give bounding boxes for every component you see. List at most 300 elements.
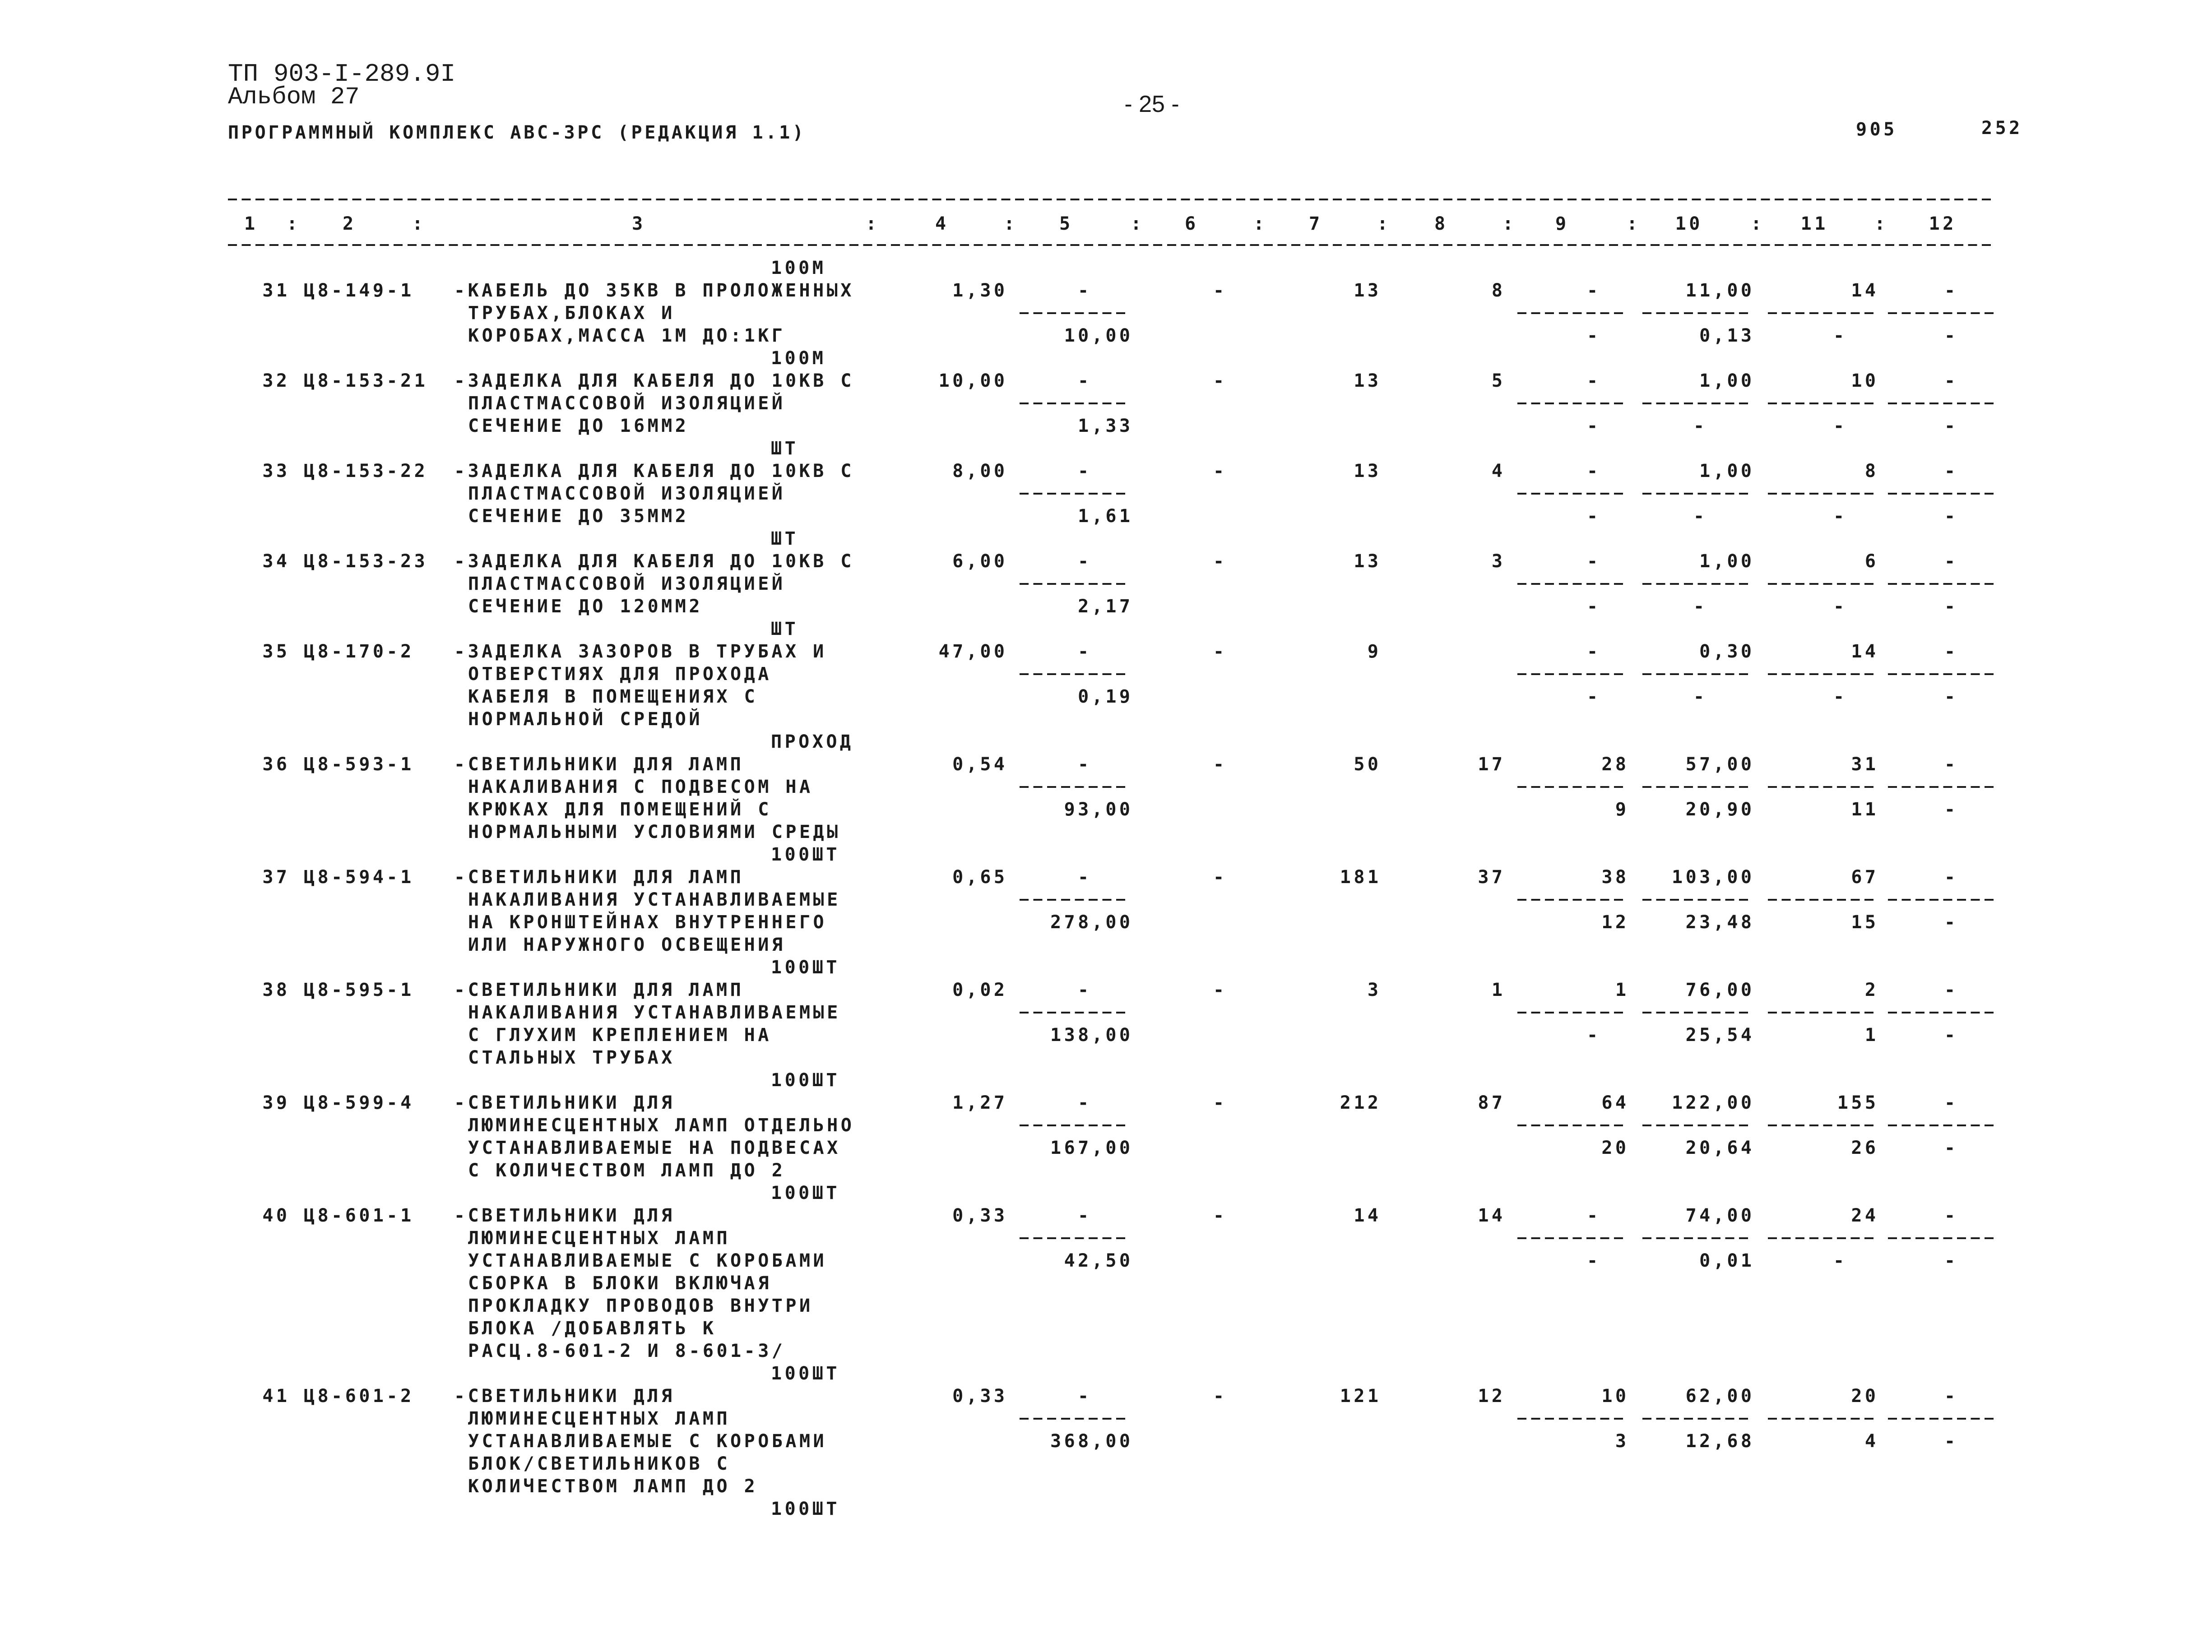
column-separator: : bbox=[1626, 213, 1641, 234]
col12-value-bottom: - bbox=[1944, 1025, 1958, 1046]
description-line: СБОРКА В БЛОКИ ВКЛЮЧАЯ bbox=[468, 1273, 772, 1294]
row-number: 34 bbox=[262, 551, 290, 572]
description-line: НА КРОНШТЕЙНАХ ВНУТРЕННЕГО bbox=[468, 912, 827, 933]
col12-fraction-rule bbox=[1888, 899, 1999, 901]
col9-value-top: - bbox=[1586, 461, 1601, 481]
col4-value: 47,00 bbox=[938, 641, 1008, 662]
col6-value: - bbox=[1213, 1205, 1227, 1226]
col8-value: 87 bbox=[1478, 1092, 1506, 1113]
col8-value: 14 bbox=[1478, 1205, 1506, 1226]
description-line: НОРМАЛЬНОЙ СРЕДОЙ bbox=[468, 709, 703, 730]
col9-value-top: - bbox=[1586, 641, 1601, 662]
col9-value-top: 1 bbox=[1615, 980, 1629, 1000]
col9-value-top: - bbox=[1586, 1205, 1601, 1226]
description-line: БЛОКА /ДОБАВЛЯТЬ К bbox=[468, 1318, 717, 1339]
rate-code: Ц8-595-1 bbox=[304, 980, 414, 1000]
col10-fraction-rule bbox=[1642, 673, 1753, 675]
description-line: КРЮКАХ ДЛЯ ПОМЕЩЕНИЙ С bbox=[468, 799, 772, 820]
rate-code: Ц8-153-22 bbox=[304, 461, 428, 481]
description-line: ПРОКЛАДКУ ПРОВОДОВ ВНУТРИ bbox=[468, 1296, 813, 1316]
col5-value-top: - bbox=[1077, 867, 1092, 888]
rate-code: Ц8-153-23 bbox=[304, 551, 428, 572]
description-line: -ЗАДЕЛКА ДЛЯ КАБЕЛЯ ДО 10КВ С bbox=[454, 370, 854, 391]
row-number: 33 bbox=[262, 461, 290, 481]
col12-fraction-rule bbox=[1888, 1237, 1999, 1239]
col11-fraction-rule bbox=[1768, 673, 1878, 675]
col4-value: 0,65 bbox=[952, 867, 1008, 888]
col6-value: - bbox=[1213, 1092, 1227, 1113]
col12-value-bottom: - bbox=[1944, 506, 1958, 527]
col6-value: - bbox=[1213, 980, 1227, 1000]
col7-value: 212 bbox=[1340, 1092, 1382, 1113]
col11-value-top: 2 bbox=[1864, 980, 1879, 1000]
col11-value-top: 6 bbox=[1864, 551, 1879, 572]
col11-fraction-rule bbox=[1768, 583, 1878, 585]
col12-value-top: - bbox=[1944, 1092, 1958, 1113]
row-number: 40 bbox=[262, 1205, 290, 1226]
col4-value: 0,54 bbox=[952, 754, 1008, 775]
col9-value-bottom: - bbox=[1586, 596, 1601, 617]
row-number: 41 bbox=[262, 1386, 290, 1407]
col11-value-bottom: - bbox=[1833, 1250, 1847, 1271]
description-line: -СВЕТИЛЬНИКИ ДЛЯ bbox=[454, 1092, 675, 1113]
col9-value-top: - bbox=[1586, 370, 1601, 391]
col10-value-bottom: - bbox=[1693, 596, 1707, 617]
col5-fraction-rule bbox=[1020, 899, 1130, 901]
col10-value-bottom: 12,68 bbox=[1685, 1431, 1755, 1452]
column-separator: : bbox=[1377, 213, 1391, 234]
unit-of-measure: 100ШТ bbox=[771, 1183, 840, 1203]
col5-fraction-rule bbox=[1020, 312, 1130, 314]
col6-value: - bbox=[1213, 461, 1227, 481]
rate-code: Ц8-601-2 bbox=[304, 1386, 414, 1407]
col12-value-bottom: - bbox=[1944, 686, 1958, 707]
col12-value-bottom: - bbox=[1944, 416, 1958, 436]
col5-value-bottom: 0,19 bbox=[1078, 686, 1133, 707]
unit-of-measure: ПРОХОД bbox=[771, 731, 854, 752]
col10-value-top: 1,00 bbox=[1699, 461, 1755, 481]
col11-value-bottom: - bbox=[1833, 686, 1847, 707]
description-line: СТАЛЬНЫХ ТРУБАХ bbox=[468, 1047, 675, 1068]
col8-value: 17 bbox=[1478, 754, 1506, 775]
description-line: НОРМАЛЬНЫМИ УСЛОВИЯМИ СРЕДЫ bbox=[468, 822, 841, 842]
col4-value: 1,27 bbox=[952, 1092, 1008, 1113]
col11-value-top: 14 bbox=[1851, 280, 1879, 301]
col5-fraction-rule bbox=[1020, 1012, 1130, 1013]
col6-value: - bbox=[1213, 867, 1227, 888]
col5-value-bottom: 138,00 bbox=[1050, 1025, 1133, 1046]
col7-value: 13 bbox=[1354, 551, 1382, 572]
col11-value-bottom: - bbox=[1833, 416, 1847, 436]
col8-value: 12 bbox=[1478, 1386, 1506, 1407]
header-rule-bottom bbox=[228, 244, 1995, 246]
col11-value-top: 10 bbox=[1851, 370, 1879, 391]
row-number: 31 bbox=[262, 280, 290, 301]
column-separator: : bbox=[286, 213, 301, 234]
row-number: 39 bbox=[262, 1092, 290, 1113]
col9-value-bottom: - bbox=[1586, 325, 1601, 346]
column-number: 3 bbox=[631, 213, 646, 234]
col5-fraction-rule bbox=[1020, 1237, 1130, 1239]
col10-fraction-rule bbox=[1642, 786, 1753, 788]
col5-value-bottom: 1,33 bbox=[1078, 416, 1133, 436]
col5-fraction-rule bbox=[1020, 1124, 1130, 1126]
col12-value-top: - bbox=[1944, 280, 1958, 301]
description-line: ЛЮМИНЕСЦЕНТНЫХ ЛАМП bbox=[468, 1408, 731, 1429]
column-number: 9 bbox=[1555, 213, 1569, 234]
col10-fraction-rule bbox=[1642, 403, 1753, 404]
col12-value-bottom: - bbox=[1944, 799, 1958, 820]
col5-value-bottom: 42,50 bbox=[1064, 1250, 1133, 1271]
description-line: -ЗАДЕЛКА ЗАЗОРОВ В ТРУБАХ И bbox=[454, 641, 827, 662]
col10-value-top: 76,00 bbox=[1685, 980, 1755, 1000]
rate-code: Ц8-599-4 bbox=[304, 1092, 414, 1113]
col10-fraction-rule bbox=[1642, 1237, 1753, 1239]
description-line: СЕЧЕНИЕ ДО 120ММ2 bbox=[468, 596, 703, 617]
col7-value: 13 bbox=[1354, 280, 1382, 301]
col4-value: 1,30 bbox=[952, 280, 1008, 301]
col7-value: 3 bbox=[1367, 980, 1382, 1000]
col6-value: - bbox=[1213, 370, 1227, 391]
col11-fraction-rule bbox=[1768, 1012, 1878, 1013]
col10-value-bottom: 23,48 bbox=[1685, 912, 1755, 933]
col12-fraction-rule bbox=[1888, 1418, 1999, 1420]
col5-fraction-rule bbox=[1020, 673, 1130, 675]
column-number: 4 bbox=[935, 213, 949, 234]
col12-value-bottom: - bbox=[1944, 1250, 1958, 1271]
col11-value-top: 31 bbox=[1851, 754, 1879, 775]
col4-value: 0,02 bbox=[952, 980, 1008, 1000]
description-line: УСТАНАВЛИВАЕМЫЕ НА ПОДВЕСАХ bbox=[468, 1138, 841, 1158]
description-line: -СВЕТИЛЬНИКИ ДЛЯ bbox=[454, 1205, 675, 1226]
col6-value: - bbox=[1213, 754, 1227, 775]
col12-value-bottom: - bbox=[1944, 912, 1958, 933]
column-number: 8 bbox=[1434, 213, 1448, 234]
column-number: 12 bbox=[1929, 213, 1957, 234]
col10-value-top: 1,00 bbox=[1699, 551, 1755, 572]
col10-value-bottom: 0,01 bbox=[1699, 1250, 1755, 1271]
column-number: 2 bbox=[342, 213, 357, 234]
description-line: ПЛАСТМАССОВОЙ ИЗОЛЯЦИЕЙ bbox=[468, 393, 786, 414]
description-line: С ГЛУХИМ КРЕПЛЕНИЕМ НА bbox=[468, 1025, 772, 1046]
col10-value-top: 74,00 bbox=[1685, 1205, 1755, 1226]
col12-fraction-rule bbox=[1888, 493, 1999, 495]
col5-value-top: - bbox=[1077, 461, 1092, 481]
col11-fraction-rule bbox=[1768, 899, 1878, 901]
col12-fraction-rule bbox=[1888, 583, 1999, 585]
description-line: -СВЕТИЛЬНИКИ ДЛЯ ЛАМП bbox=[454, 754, 744, 775]
col7-value: 121 bbox=[1340, 1386, 1382, 1407]
col12-value-top: - bbox=[1944, 754, 1958, 775]
col6-value: - bbox=[1213, 280, 1227, 301]
col10-value-bottom: - bbox=[1693, 506, 1707, 527]
col12-value-bottom: - bbox=[1944, 1138, 1958, 1158]
col9-value-top: - bbox=[1586, 280, 1601, 301]
col9-fraction-rule bbox=[1517, 673, 1628, 675]
col4-value: 0,33 bbox=[952, 1386, 1008, 1407]
row-number: 36 bbox=[262, 754, 290, 775]
col12-value-top: - bbox=[1944, 370, 1958, 391]
col11-fraction-rule bbox=[1768, 403, 1878, 404]
col5-value-bottom: 10,00 bbox=[1064, 325, 1133, 346]
col10-value-top: 0,30 bbox=[1699, 641, 1755, 662]
col8-value: 37 bbox=[1478, 867, 1506, 888]
col4-value: 6,00 bbox=[952, 551, 1008, 572]
col5-value-top: - bbox=[1077, 1092, 1092, 1113]
column-number: 11 bbox=[1800, 213, 1828, 234]
col8-value: 8 bbox=[1491, 280, 1506, 301]
col11-value-top: 14 bbox=[1851, 641, 1879, 662]
col9-fraction-rule bbox=[1517, 493, 1628, 495]
col12-value-top: - bbox=[1944, 980, 1958, 1000]
unit-of-measure: ШТ bbox=[771, 438, 799, 459]
col12-value-bottom: - bbox=[1944, 596, 1958, 617]
column-separator: : bbox=[1502, 213, 1516, 234]
col11-value-bottom: 4 bbox=[1864, 1431, 1879, 1452]
col5-fraction-rule bbox=[1020, 583, 1130, 585]
description-line: -ЗАДЕЛКА ДЛЯ КАБЕЛЯ ДО 10КВ С bbox=[454, 461, 854, 481]
col10-value-top: 57,00 bbox=[1685, 754, 1755, 775]
col7-value: 9 bbox=[1367, 641, 1382, 662]
col9-fraction-rule bbox=[1517, 403, 1628, 404]
col10-fraction-rule bbox=[1642, 1012, 1753, 1013]
col9-value-bottom: 3 bbox=[1615, 1431, 1629, 1452]
col10-value-bottom: 0,13 bbox=[1699, 325, 1755, 346]
col5-fraction-rule bbox=[1020, 786, 1130, 788]
col9-value-top: - bbox=[1586, 551, 1601, 572]
col10-value-top: 62,00 bbox=[1685, 1386, 1755, 1407]
col12-value-bottom: - bbox=[1944, 1431, 1958, 1452]
description-line: ЛЮМИНЕСЦЕНТНЫХ ЛАМП bbox=[468, 1228, 731, 1249]
col10-value-bottom: 20,64 bbox=[1685, 1138, 1755, 1158]
description-line: С КОЛИЧЕСТВОМ ЛАМП ДО 2 bbox=[468, 1160, 786, 1181]
col11-value-bottom: - bbox=[1833, 325, 1847, 346]
col10-value-top: 103,00 bbox=[1672, 867, 1755, 888]
col5-value-top: - bbox=[1077, 280, 1092, 301]
column-separator: : bbox=[1253, 213, 1267, 234]
rate-code: Ц8-593-1 bbox=[304, 754, 414, 775]
column-number: 7 bbox=[1308, 213, 1323, 234]
col9-fraction-rule bbox=[1517, 786, 1628, 788]
col12-fraction-rule bbox=[1888, 403, 1999, 404]
col11-value-bottom: 15 bbox=[1851, 912, 1879, 933]
col12-value-top: - bbox=[1944, 867, 1958, 888]
row-number: 38 bbox=[262, 980, 290, 1000]
col10-fraction-rule bbox=[1642, 1418, 1753, 1420]
col9-value-top: 64 bbox=[1601, 1092, 1629, 1113]
col8-value: 3 bbox=[1491, 551, 1506, 572]
col5-value-bottom: 1,61 bbox=[1078, 506, 1133, 527]
col10-fraction-rule bbox=[1642, 583, 1753, 585]
col12-fraction-rule bbox=[1888, 312, 1999, 314]
col10-value-bottom: - bbox=[1693, 416, 1707, 436]
col5-value-bottom: 2,17 bbox=[1078, 596, 1133, 617]
header-rule-top bbox=[228, 199, 1995, 200]
col10-value-top: 1,00 bbox=[1699, 370, 1755, 391]
description-line: УСТАНАВЛИВАЕМЫЕ С КОРОБАМИ bbox=[468, 1431, 827, 1452]
col11-fraction-rule bbox=[1768, 312, 1878, 314]
column-number: 10 bbox=[1675, 213, 1703, 234]
col10-value-bottom: - bbox=[1693, 686, 1707, 707]
unit-of-measure: 100ШТ bbox=[771, 1363, 840, 1384]
rate-code: Ц8-594-1 bbox=[304, 867, 414, 888]
col7-value: 50 bbox=[1354, 754, 1382, 775]
col9-value-bottom: 12 bbox=[1601, 912, 1629, 933]
col5-value-bottom: 278,00 bbox=[1050, 912, 1133, 933]
reference-number: 905 bbox=[1856, 119, 1897, 140]
description-line: ИЛИ НАРУЖНОГО ОСВЕЩЕНИЯ bbox=[468, 935, 786, 955]
description-line: ТРУБАХ,БЛОКАХ И bbox=[468, 303, 675, 324]
col11-fraction-rule bbox=[1768, 493, 1878, 495]
unit-of-measure: 100М bbox=[771, 348, 826, 369]
description-line: КОРОБАХ,МАССА 1М ДО:1КГ bbox=[468, 325, 786, 346]
col11-fraction-rule bbox=[1768, 1124, 1878, 1126]
unit-of-measure: 100ШТ bbox=[771, 957, 840, 978]
col9-value-bottom: 9 bbox=[1615, 799, 1629, 820]
col11-value-top: 8 bbox=[1864, 461, 1879, 481]
description-line: УСТАНАВЛИВАЕМЫЕ С КОРОБАМИ bbox=[468, 1250, 827, 1271]
col5-value-bottom: 368,00 bbox=[1050, 1431, 1133, 1452]
document-code: ТП 903-I-289.9I bbox=[228, 60, 456, 88]
col9-fraction-rule bbox=[1517, 583, 1628, 585]
col11-value-top: 67 bbox=[1851, 867, 1879, 888]
row-number: 32 bbox=[262, 370, 290, 391]
description-line: -ЗАДЕЛКА ДЛЯ КАБЕЛЯ ДО 10КВ С bbox=[454, 551, 854, 572]
col8-value: 5 bbox=[1491, 370, 1506, 391]
col5-value-top: - bbox=[1077, 1205, 1092, 1226]
col11-value-bottom: 26 bbox=[1851, 1138, 1879, 1158]
col11-value-top: 24 bbox=[1851, 1205, 1879, 1226]
col9-value-top: 38 bbox=[1601, 867, 1629, 888]
col5-fraction-rule bbox=[1020, 403, 1130, 404]
col5-fraction-rule bbox=[1020, 493, 1130, 495]
program-title: ПРОГРАММНЫЙ КОМПЛЕКС АВС-3РС (РЕДАКЦИЯ 1.1) bbox=[228, 122, 806, 143]
col11-value-bottom: - bbox=[1833, 596, 1847, 617]
col10-fraction-rule bbox=[1642, 312, 1753, 314]
col6-value: - bbox=[1213, 1386, 1227, 1407]
col9-fraction-rule bbox=[1517, 312, 1628, 314]
col12-value-top: - bbox=[1944, 641, 1958, 662]
description-line: КАБЕЛЯ В ПОМЕЩЕНИЯХ С bbox=[468, 686, 758, 707]
col6-value: - bbox=[1213, 551, 1227, 572]
description-line: -СВЕТИЛЬНИКИ ДЛЯ bbox=[454, 1386, 675, 1407]
col4-value: 0,33 bbox=[952, 1205, 1008, 1226]
col11-value-bottom: 1 bbox=[1864, 1025, 1879, 1046]
col9-value-top: 10 bbox=[1601, 1386, 1629, 1407]
col7-value: 181 bbox=[1340, 867, 1382, 888]
col5-value-bottom: 93,00 bbox=[1064, 799, 1133, 820]
description-line: ЛЮМИНЕСЦЕНТНЫХ ЛАМП ОТДЕЛЬНО bbox=[468, 1115, 855, 1136]
col4-value: 10,00 bbox=[938, 370, 1008, 391]
col11-value-bottom: - bbox=[1833, 506, 1847, 527]
col4-value: 8,00 bbox=[952, 461, 1008, 481]
col5-value-top: - bbox=[1077, 551, 1092, 572]
col10-fraction-rule bbox=[1642, 493, 1753, 495]
col10-fraction-rule bbox=[1642, 1124, 1753, 1126]
col9-fraction-rule bbox=[1517, 1237, 1628, 1239]
carryover-unit: 100М bbox=[771, 258, 826, 278]
col12-value-top: - bbox=[1944, 461, 1958, 481]
column-separator: : bbox=[1874, 213, 1888, 234]
col10-value-bottom: 25,54 bbox=[1685, 1025, 1755, 1046]
rate-code: Ц8-170-2 bbox=[304, 641, 414, 662]
description-line: -СВЕТИЛЬНИКИ ДЛЯ ЛАМП bbox=[454, 980, 744, 1000]
description-line: -СВЕТИЛЬНИКИ ДЛЯ ЛАМП bbox=[454, 867, 744, 888]
col9-fraction-rule bbox=[1517, 1124, 1628, 1126]
col11-value-top: 155 bbox=[1837, 1092, 1879, 1113]
col9-fraction-rule bbox=[1517, 1012, 1628, 1013]
col5-value-top: - bbox=[1077, 980, 1092, 1000]
sheet-number: 252 bbox=[1981, 118, 2023, 139]
col10-fraction-rule bbox=[1642, 899, 1753, 901]
col5-value-top: - bbox=[1077, 641, 1092, 662]
description-line: БЛОК/СВЕТИЛЬНИКОВ С bbox=[468, 1453, 731, 1474]
description-line: КОЛИЧЕСТВОМ ЛАМП ДО 2 bbox=[468, 1476, 758, 1497]
col6-value: - bbox=[1213, 641, 1227, 662]
col11-fraction-rule bbox=[1768, 1237, 1878, 1239]
col11-value-bottom: 11 bbox=[1851, 799, 1879, 820]
col10-value-top: 122,00 bbox=[1672, 1092, 1755, 1113]
column-separator: : bbox=[865, 213, 880, 234]
col9-value-bottom: 20 bbox=[1601, 1138, 1629, 1158]
col5-value-top: - bbox=[1077, 754, 1092, 775]
col12-fraction-rule bbox=[1888, 1124, 1999, 1126]
col5-value-top: - bbox=[1077, 370, 1092, 391]
col9-value-bottom: - bbox=[1586, 1025, 1601, 1046]
row-number: 37 bbox=[262, 867, 290, 888]
description-line: -КАБЕЛЬ ДО 35КВ В ПРОЛОЖЕННЫХ bbox=[454, 280, 854, 301]
col9-value-bottom: - bbox=[1586, 686, 1601, 707]
col11-value-top: 20 bbox=[1851, 1386, 1879, 1407]
col12-fraction-rule bbox=[1888, 786, 1999, 788]
column-number: 5 bbox=[1059, 213, 1073, 234]
col10-value-top: 11,00 bbox=[1685, 280, 1755, 301]
col8-value: 1 bbox=[1491, 980, 1506, 1000]
description-line: СЕЧЕНИЕ ДО 35ММ2 bbox=[468, 506, 689, 527]
col12-value-top: - bbox=[1944, 1205, 1958, 1226]
col5-value-bottom: 167,00 bbox=[1050, 1138, 1133, 1158]
col12-value-top: - bbox=[1944, 551, 1958, 572]
column-separator: : bbox=[412, 213, 426, 234]
rate-code: Ц8-149-1 bbox=[304, 280, 414, 301]
col7-value: 13 bbox=[1354, 370, 1382, 391]
page-number: - 25 - bbox=[1124, 91, 1179, 117]
description-line: ОТВЕРСТИЯХ ДЛЯ ПРОХОДА bbox=[468, 664, 772, 685]
unit-of-measure: 100ШТ bbox=[771, 1070, 840, 1091]
col11-fraction-rule bbox=[1768, 1418, 1878, 1420]
description-line: ПЛАСТМАССОВОЙ ИЗОЛЯЦИЕЙ bbox=[468, 574, 786, 594]
description-line: СЕЧЕНИЕ ДО 16ММ2 bbox=[468, 416, 689, 436]
description-line: НАКАЛИВАНИЯ УСТАНАВЛИВАЕМЫЕ bbox=[468, 1002, 841, 1023]
column-separator: : bbox=[1003, 213, 1018, 234]
unit-of-measure: ШТ bbox=[771, 619, 799, 639]
col9-fraction-rule bbox=[1517, 1418, 1628, 1420]
col9-value-bottom: - bbox=[1586, 506, 1601, 527]
col9-value-bottom: - bbox=[1586, 1250, 1601, 1271]
unit-of-measure: 100ШТ bbox=[771, 844, 840, 865]
description-line: НАКАЛИВАНИЯ УСТАНАВЛИВАЕМЫЕ bbox=[468, 889, 841, 910]
description-line: НАКАЛИВАНИЯ С ПОДВЕСОМ НА bbox=[468, 777, 813, 797]
col9-value-bottom: - bbox=[1586, 416, 1601, 436]
col7-value: 13 bbox=[1354, 461, 1382, 481]
column-number: 1 bbox=[244, 213, 258, 234]
rate-code: Ц8-153-21 bbox=[304, 370, 428, 391]
column-separator: : bbox=[1130, 213, 1145, 234]
column-separator: : bbox=[1750, 213, 1765, 234]
col5-fraction-rule bbox=[1020, 1418, 1130, 1420]
col11-fraction-rule bbox=[1768, 786, 1878, 788]
rate-code: Ц8-601-1 bbox=[304, 1205, 414, 1226]
